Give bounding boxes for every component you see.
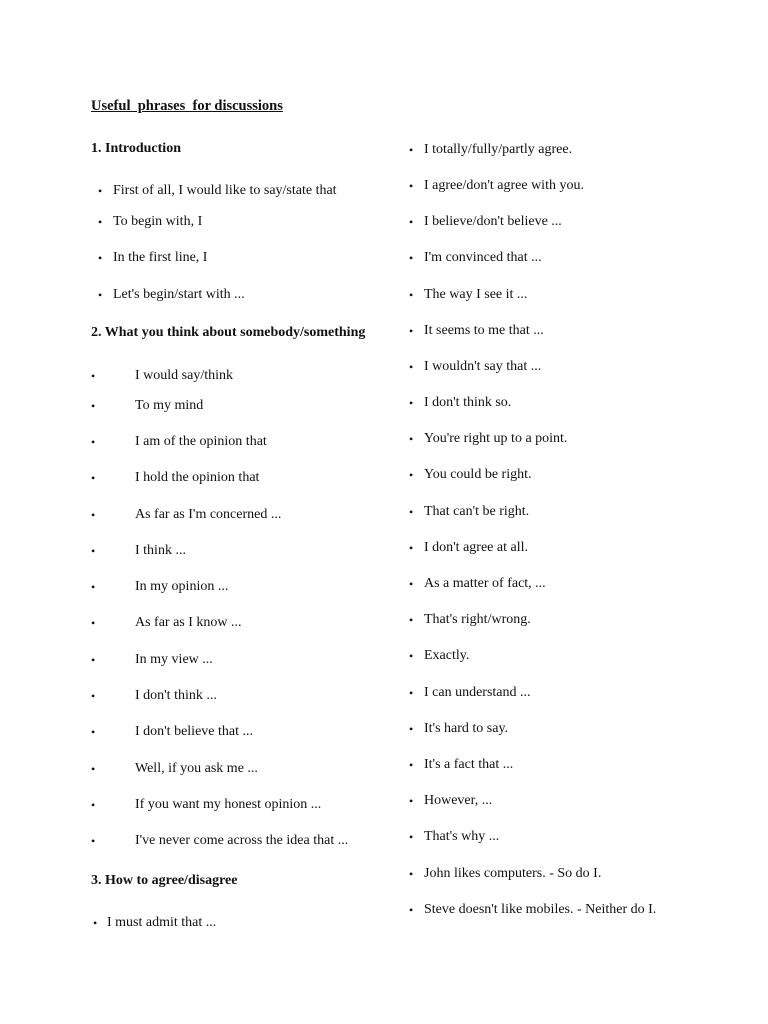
- bullet-icon: •: [409, 396, 414, 410]
- bullet-icon: •: [98, 184, 103, 198]
- list-item-text: Let's begin/start with ...: [113, 287, 245, 302]
- list-item-text: Exactly.: [424, 648, 470, 663]
- list-item-text: If you want my honest opinion ...: [135, 797, 322, 812]
- list-item-text: You're right up to a point.: [424, 431, 568, 446]
- list-item-text: I believe/don't believe ...: [424, 214, 562, 229]
- list-item-text: To begin with, I: [113, 214, 203, 229]
- list-item-text: You could be right.: [424, 467, 532, 482]
- list-item-text: I'm convinced that ...: [424, 250, 542, 265]
- bullet-icon: •: [409, 830, 414, 844]
- list-item-text: However, ...: [424, 793, 493, 808]
- bullet-icon: •: [409, 794, 414, 808]
- list-item-text: Steve doesn't like mobiles. - Neither do I.: [424, 902, 657, 917]
- list-item-text: To my mind: [135, 398, 204, 413]
- bullet-icon: •: [409, 722, 414, 736]
- list-item-text: I totally/fully/partly agree.: [424, 142, 573, 157]
- bullet-icon: •: [409, 505, 414, 519]
- section-heading: 1. Introduction: [91, 141, 181, 156]
- bullet-icon: •: [91, 725, 96, 739]
- bullet-icon: •: [91, 580, 96, 594]
- list-item-text: That's right/wrong.: [424, 612, 531, 627]
- list-item-text: I wouldn't say that ...: [424, 359, 542, 374]
- list-item-text: It's hard to say.: [424, 721, 509, 736]
- bullet-icon: •: [91, 834, 96, 848]
- bullet-icon: •: [98, 215, 103, 229]
- bullet-icon: •: [409, 179, 414, 193]
- list-item-text: I agree/don't agree with you.: [424, 178, 584, 193]
- list-item-text: That can't be right.: [424, 504, 530, 519]
- list-item-text: Well, if you ask me ...: [135, 761, 258, 776]
- list-item-text: I don't believe that ...: [135, 724, 253, 739]
- list-item-text: I am of the opinion that: [135, 434, 267, 449]
- bullet-icon: •: [409, 324, 414, 338]
- bullet-icon: •: [91, 798, 96, 812]
- list-item-text: I've never come across the idea that ...: [135, 833, 349, 848]
- list-item-text: John likes computers. - So do I.: [424, 866, 602, 881]
- list-item-text: I must admit that ...: [107, 915, 217, 930]
- bullet-icon: •: [91, 762, 96, 776]
- bullet-icon: •: [91, 653, 96, 667]
- bullet-icon: •: [409, 577, 414, 591]
- bullet-icon: •: [98, 288, 103, 302]
- bullet-icon: •: [91, 616, 96, 630]
- bullet-icon: •: [91, 399, 96, 413]
- bullet-icon: •: [91, 369, 96, 383]
- bullet-icon: •: [91, 544, 96, 558]
- list-item-text: I don't agree at all.: [424, 540, 528, 555]
- list-item-text: As a matter of fact, ...: [424, 576, 546, 591]
- bullet-icon: •: [409, 613, 414, 627]
- bullet-icon: •: [409, 649, 414, 663]
- bullet-icon: •: [409, 468, 414, 482]
- bullet-icon: •: [91, 508, 96, 522]
- list-item-text: I don't think ...: [135, 688, 217, 703]
- bullet-icon: •: [409, 758, 414, 772]
- list-item-text: I don't think so.: [424, 395, 512, 410]
- bullet-icon: •: [409, 867, 414, 881]
- list-item-text: That's why ...: [424, 829, 500, 844]
- bullet-icon: •: [98, 251, 103, 265]
- bullet-icon: •: [409, 360, 414, 374]
- section-heading: 3. How to agree/disagree: [91, 873, 238, 888]
- list-item-text: As far as I know ...: [135, 615, 242, 630]
- list-item-text: In the first line, I: [113, 250, 208, 265]
- list-item-text: The way I see it ...: [424, 287, 528, 302]
- list-item-text: I hold the opinion that: [135, 470, 260, 485]
- list-item-text: It's a fact that ...: [424, 757, 514, 772]
- list-item-text: I can understand ...: [424, 685, 531, 700]
- bullet-icon: •: [409, 432, 414, 446]
- bullet-icon: •: [409, 288, 414, 302]
- bullet-icon: •: [91, 689, 96, 703]
- list-item-text: I think ...: [135, 543, 186, 558]
- page-title: Useful phrases for discussions: [91, 98, 283, 114]
- section-heading: 2. What you think about somebody/something: [91, 325, 366, 340]
- bullet-icon: •: [91, 435, 96, 449]
- list-item-text: In my view ...: [135, 652, 213, 667]
- bullet-icon: •: [409, 143, 414, 157]
- bullet-icon: •: [409, 215, 414, 229]
- bullet-icon: •: [409, 251, 414, 265]
- list-item-text: First of all, I would like to say/state that: [113, 183, 337, 198]
- bullet-icon: •: [91, 471, 96, 485]
- bullet-icon: •: [93, 916, 98, 930]
- list-item-text: In my opinion ...: [135, 579, 229, 594]
- list-item-text: It seems to me that ...: [424, 323, 544, 338]
- list-item-text: As far as I'm concerned ...: [135, 507, 282, 522]
- bullet-icon: •: [409, 903, 414, 917]
- list-item-text: I would say/think: [135, 368, 233, 383]
- bullet-icon: •: [409, 541, 414, 555]
- bullet-icon: •: [409, 686, 414, 700]
